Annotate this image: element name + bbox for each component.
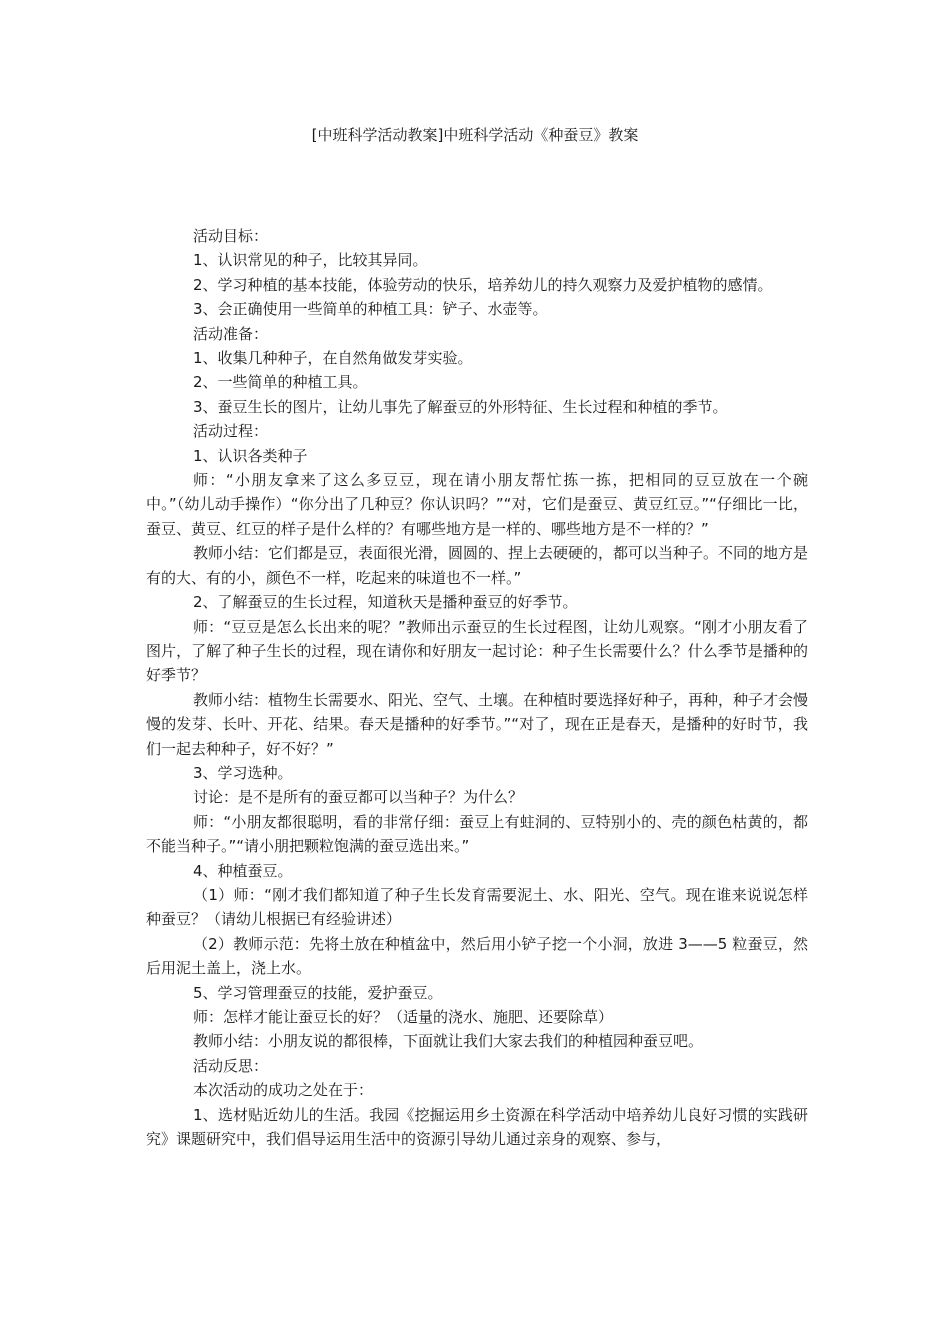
paragraph: 讨论：是不是所有的蚕豆都可以当种子？为什么？ xyxy=(193,788,524,807)
paragraph: 3、蚕豆生长的图片，让幼儿事先了解蚕豆的外形特征、生长过程和种植的季节。 xyxy=(193,397,728,416)
document-body xyxy=(146,224,808,1151)
paragraph: 师：“小朋友拿来了这么多豆豆，现在请小朋友帮忙拣一拣，把相同的豆豆放在一个碗中。”（幼儿动手操作）“你分出了几种豆？你认识吗？”“对，它们是蚕豆、黄豆红豆。”“仔细比一比，蚕豆、黄豆、红豆的样子是什么样的？有哪些地方是一样的、哪些地方是不一样的？” xyxy=(146,471,808,538)
document-title: [中班科学活动教案]中班科学活动《种蚕豆》教案 xyxy=(311,126,639,144)
paragraph: 3、学习选种。 xyxy=(193,763,293,782)
heading-activity-goals: 活动目标： xyxy=(193,227,269,245)
paragraph: 5、学习管理蚕豆的技能，爱护蚕豆。 xyxy=(193,983,443,1002)
paragraph: （1）师：“刚才我们都知道了种子生长发育需要泥土、水、阳光、空气。现在谁来说说怎样种蚕豆？（请幼儿根据已有经验讲述） xyxy=(146,885,808,929)
heading-activity-reflection: 活动反思： xyxy=(193,1056,269,1075)
paragraph: 2、了解蚕豆的生长过程，知道秋天是播种蚕豆的好季节。 xyxy=(193,593,578,612)
paragraph: 1、选材贴近幼儿的生活。我园《挖掘运用乡土资源在科学活动中培养幼儿良好习惯的实践研究》课题研究中，我们倡导运用生活中的资源引导幼儿通过亲身的观察、参与， xyxy=(146,1105,808,1149)
paragraph: 1、认识常见的种子，比较其异同。 xyxy=(193,251,428,270)
paragraph: 教师小结：小朋友说的都很棒，下面就让我们大家去我们的种植园种蚕豆吧。 xyxy=(193,1032,704,1051)
paragraph: 师：“豆豆是怎么长出来的呢？”教师出示蚕豆的生长过程图，让幼儿观察。“刚才小朋友看了图片，了解了种子生长的过程，现在请你和好朋友一起讨论：种子生长需要什么？什么季节是播种的好季节？ xyxy=(146,617,808,685)
paragraph: 4、种植蚕豆。 xyxy=(193,861,293,880)
paragraph: 师：“小朋友都很聪明，看的非常仔细：蚕豆上有蛀洞的、豆特别小的、壳的颜色枯黄的，都不能当种子。”“请小朋把颗粒饱满的蚕豆选出来。” xyxy=(146,812,808,856)
paragraph: 3、会正确使用一些简单的种植工具：铲子、水壶等。 xyxy=(193,300,548,319)
paragraph: 1、认识各类种子 xyxy=(193,446,308,465)
heading-activity-process: 活动过程： xyxy=(193,422,269,441)
heading-activity-preparation: 活动准备： xyxy=(193,324,269,343)
paragraph: 1、收集几种种子，在自然角做发芽实验。 xyxy=(193,349,473,368)
paragraph: 教师小结：它们都是豆，表面很光滑，圆圆的、捏上去硬硬的，都可以当种子。不同的地方是有的大、有的小，颜色不一样，吃起来的味道也不一样。” xyxy=(146,544,809,587)
paragraph: 师：怎样才能让蚕豆长的好？（适量的浇水、施肥、还要除草） xyxy=(193,1008,614,1026)
paragraph: 本次活动的成功之处在于： xyxy=(193,1081,374,1100)
paragraph: 2、学习种植的基本技能，体验劳动的快乐，培养幼儿的持久观察力及爱护植物的感情。 xyxy=(193,275,773,294)
paragraph: （2）教师示范：先将土放在种植盆中，然后用小铲子挖一个小洞，放进 3——5 粒蚕豆，然后用泥土盖上，浇上水。 xyxy=(146,934,808,978)
paragraph: 2、一些简单的种植工具。 xyxy=(193,373,368,392)
paragraph: 教师小结：植物生长需要水、阳光、空气、土壤。在种植时要选择好种子，再种，种子才会慢慢的发芽、长叶、开花、结果。春天是播种的好季节。”“对了，现在正是春天，是播种的好时节，我们一起去种种子，好不好？” xyxy=(146,690,809,758)
